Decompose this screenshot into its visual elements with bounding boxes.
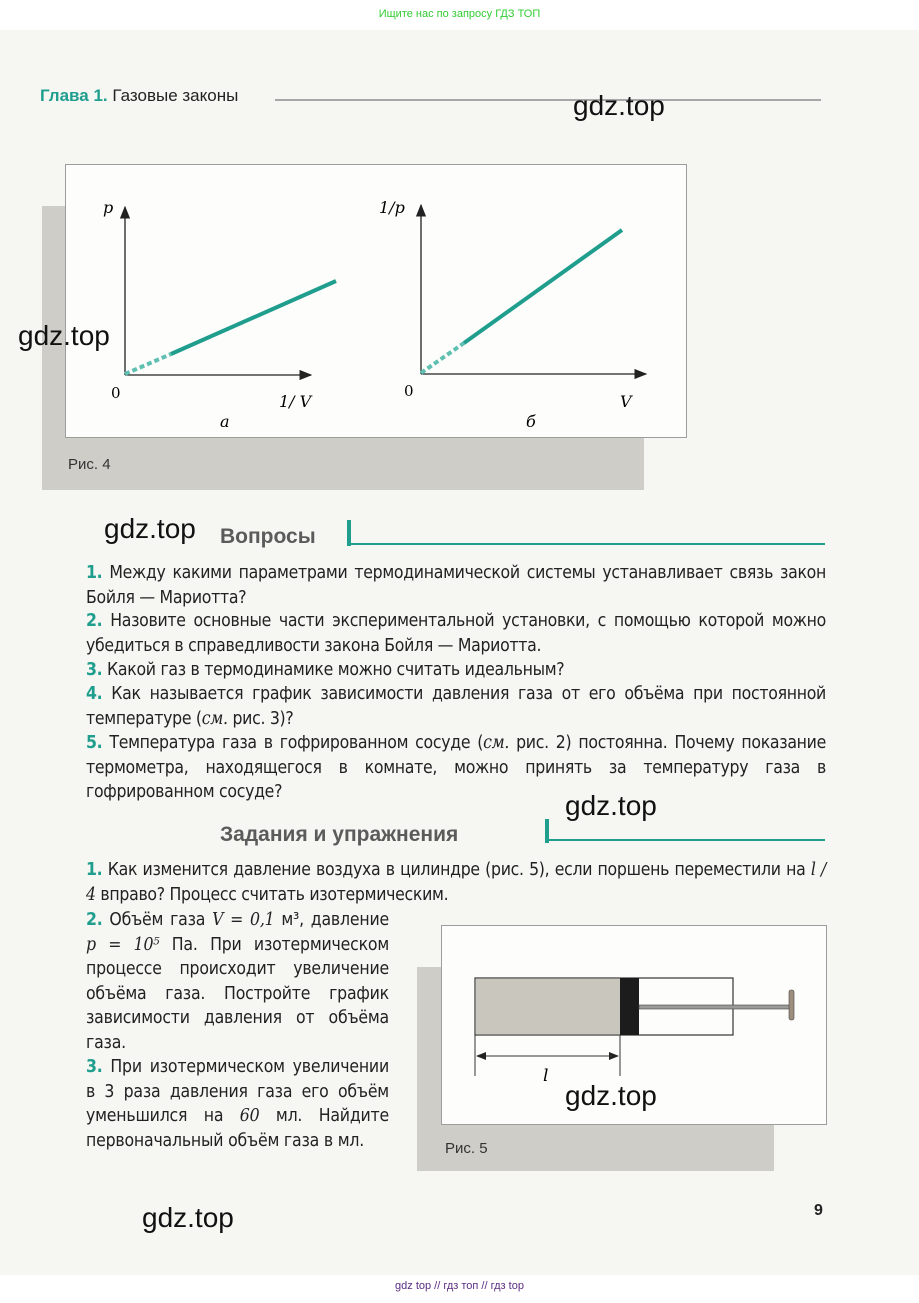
watermark: gdz.top bbox=[565, 1080, 657, 1111]
watermark: gdz.top bbox=[573, 90, 665, 121]
graph-a-origin: 0 bbox=[111, 384, 121, 402]
chapter-heading bbox=[40, 86, 238, 106]
page-number: 9 bbox=[814, 1202, 823, 1219]
figure-4-caption: Рис. 4 bbox=[68, 456, 111, 473]
graph-a-x-label: 1/ V bbox=[279, 392, 312, 411]
textbook-page bbox=[0, 30, 919, 1275]
watermark: gdz.top bbox=[565, 790, 657, 821]
chapter-rule bbox=[275, 99, 821, 101]
figure-5-caption: Рис. 5 bbox=[445, 1140, 488, 1157]
watermark: gdz.top bbox=[142, 1202, 234, 1233]
questions-heading: Вопросы bbox=[220, 525, 316, 548]
piston-handle bbox=[789, 990, 794, 1020]
question-1: 1. Между какими параметрами термодинамической системы устанавливает связь закон Бойля — Мариотта? bbox=[86, 563, 826, 608]
bottom-banner[interactable]: gdz top // гдз топ // гдз top bbox=[395, 1280, 524, 1292]
piston-icon bbox=[620, 978, 639, 1035]
graph-a-y-label: p bbox=[103, 198, 114, 217]
exercise-2: 2. Объём газа V = 0,1 м³, давление p = 10⁵ Па. При изотермическом процессе происходит увеличение объёма газа. Постройте график зависимости давления от объёма газа. bbox=[86, 910, 389, 1053]
gas-region bbox=[476, 979, 620, 1034]
exercises-heading-rule bbox=[545, 839, 825, 841]
question-3: 3. Какой газ в термодинамике можно считать идеальным? bbox=[86, 660, 565, 680]
watermark: gdz.top bbox=[18, 320, 110, 351]
graph-a-sublabel: а bbox=[220, 412, 230, 431]
figure-4 bbox=[65, 164, 687, 438]
graph-b-origin: 0 bbox=[404, 382, 414, 400]
graph-a bbox=[103, 198, 336, 431]
exercise-3: 3. При изотермическом увеличении в 3 раза давления газа его объём уменьшился на 60 мл. Найдите первоначальный объём газа в мл. bbox=[86, 1057, 389, 1151]
top-banner[interactable]: Ищите нас по запросу ГДЗ ТОП bbox=[378, 8, 541, 20]
exercises-heading: Задания и упражнения bbox=[220, 823, 459, 846]
graph-b-y-label: 1/p bbox=[379, 198, 405, 217]
graph-b bbox=[379, 198, 646, 431]
chapter-number: Глава 1. bbox=[40, 86, 108, 105]
question-5: 5. Температура газа в гофрированном сосуде (см. рис. 2) постоянна. Почему показание термометра, находящегося в комнате, можно принять за температуру газа в гофрированном сосуде? bbox=[86, 733, 826, 802]
figure-4-graphs bbox=[66, 165, 686, 437]
graph-b-sublabel: б bbox=[526, 412, 536, 431]
chapter-title: Газовые законы bbox=[112, 86, 239, 105]
graph-b-x-label: V bbox=[620, 392, 632, 411]
watermark: gdz.top bbox=[104, 513, 196, 544]
piston-rod bbox=[639, 1005, 792, 1009]
exercise-1: 1. Как изменится давление воздуха в цилиндре (рис. 5), если поршень переместили на l / 4 вправо? Процесс считать изотермическим. bbox=[86, 860, 826, 905]
length-label: l bbox=[543, 1066, 549, 1086]
question-2: 2. Назовите основные части экспериментальной установки, с помощью которой можно убедиться в справедливости закона Бойля — Мариотта. bbox=[86, 611, 826, 656]
question-4: 4. Как называется график зависимости давления газа от его объёма при постоянной температуре (см. рис. 3)? bbox=[86, 684, 826, 729]
questions-heading-rule bbox=[347, 543, 825, 545]
